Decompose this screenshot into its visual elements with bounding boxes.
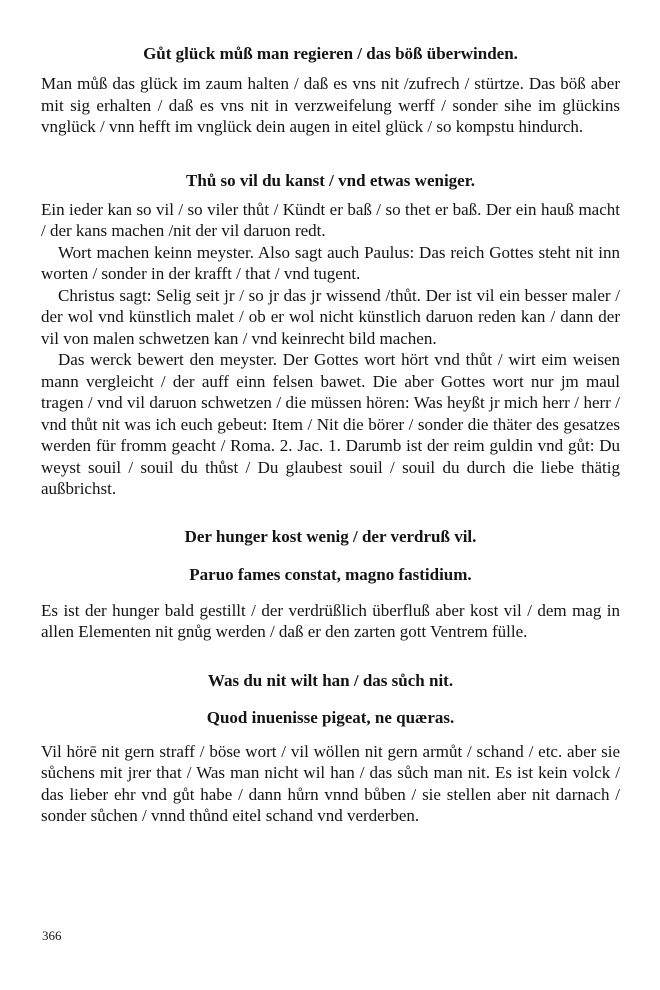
paragraph: Es ist der hunger bald gestillt / der verdrüßlich überfluß aber kost vil / dem mag in allen Elementen nit gnůg werden / daß er den zarten gott Ventrem fülle. <box>41 600 620 641</box>
text-column <box>41 0 620 827</box>
paragraph: Das werck bewert den meyster. Der Gottes wort hört vnd thůt / wirt eim weisen mann vergleicht / der auff einn felsen bawet. Die aber Gottes wort nur jm maul tragen / vnd vil daruon schwetzen / die müssen hören: Was heyßt jr mich herr / herr / vnd thůt nit was ich euch gebeut: Item / Nit die börer / sonder die thäter des gesatzes werden für fromm geacht / Roma. 2. Jac. 1. Darumb ist der reim guldin vnd gůt: Du weyst souil / souil du thůst / Du glaubest souil / souil du durch die liebe thätig außbrichst. <box>41 350 620 498</box>
paragraph: Christus sagt: Selig seit jr / so jr das jr wissend /thůt. Der ist vil ein besser maler / der wol vnd künstlich malet / ob er wol nicht künstlich daruon reden kan / dann der vil von malen schwetzen kan / vnd keinrecht bild machen. <box>41 285 620 348</box>
paragraph: Vil hörē nit gern straff / böse wort / vil wöllen nit gern armůt / schand / etc. aber sie sůchens mit jrer that / Was man nicht wil han / das sůch man nit. Es ist kein volck / das lieber ehr vnd gůt habe / dann hůrn vnnd bůben / sie stellen aber nit darnach / sonder sůchen / vnnd thůnd eitel schand vnd verderben. <box>41 741 620 825</box>
page-number: 366 <box>42 928 62 943</box>
paragraph: Wort machen keinn meyster. Also sagt auch Paulus: Das reich Gottes steht nit inn worten / sonder in der krafft / that / vnd tugent. <box>41 242 620 283</box>
paragraph: Man můß das glück im zaum halten / daß es vns nit /zufrech / stürtze. Das böß aber mit sig erhalten / daß es vns nit in verzweifelung werff / sonder sihe im glückins vnglück / vnn hefft im vnglück dein augen in eitel glück / so kompstu hindurch. <box>41 74 620 136</box>
section-subtitle-latin: Quod inuenisse pigeat, ne quæras. <box>206 707 455 727</box>
section-title-der-hunger: Der hunger kost wenig / der verdruß vil. <box>184 526 477 546</box>
paragraph: Ein ieder kan so vil / so viler thůt / Kündt er baß / so thet er baß. Der ein hauß macht / der kans machen /nit der vil daruon redt. <box>41 199 620 240</box>
section-title-thu-so-vil: Thů so vil du kanst / vnd etwas weniger. <box>186 170 475 190</box>
section-title-was-du-nit: Was du nit wilt han / das sůch nit. <box>207 670 454 690</box>
section-title-gut-gluck: Gůt glück můß man regieren / das böß überwinden. <box>143 44 518 63</box>
section-subtitle-latin: Paruo fames constat, magno fastidium. <box>189 564 472 584</box>
